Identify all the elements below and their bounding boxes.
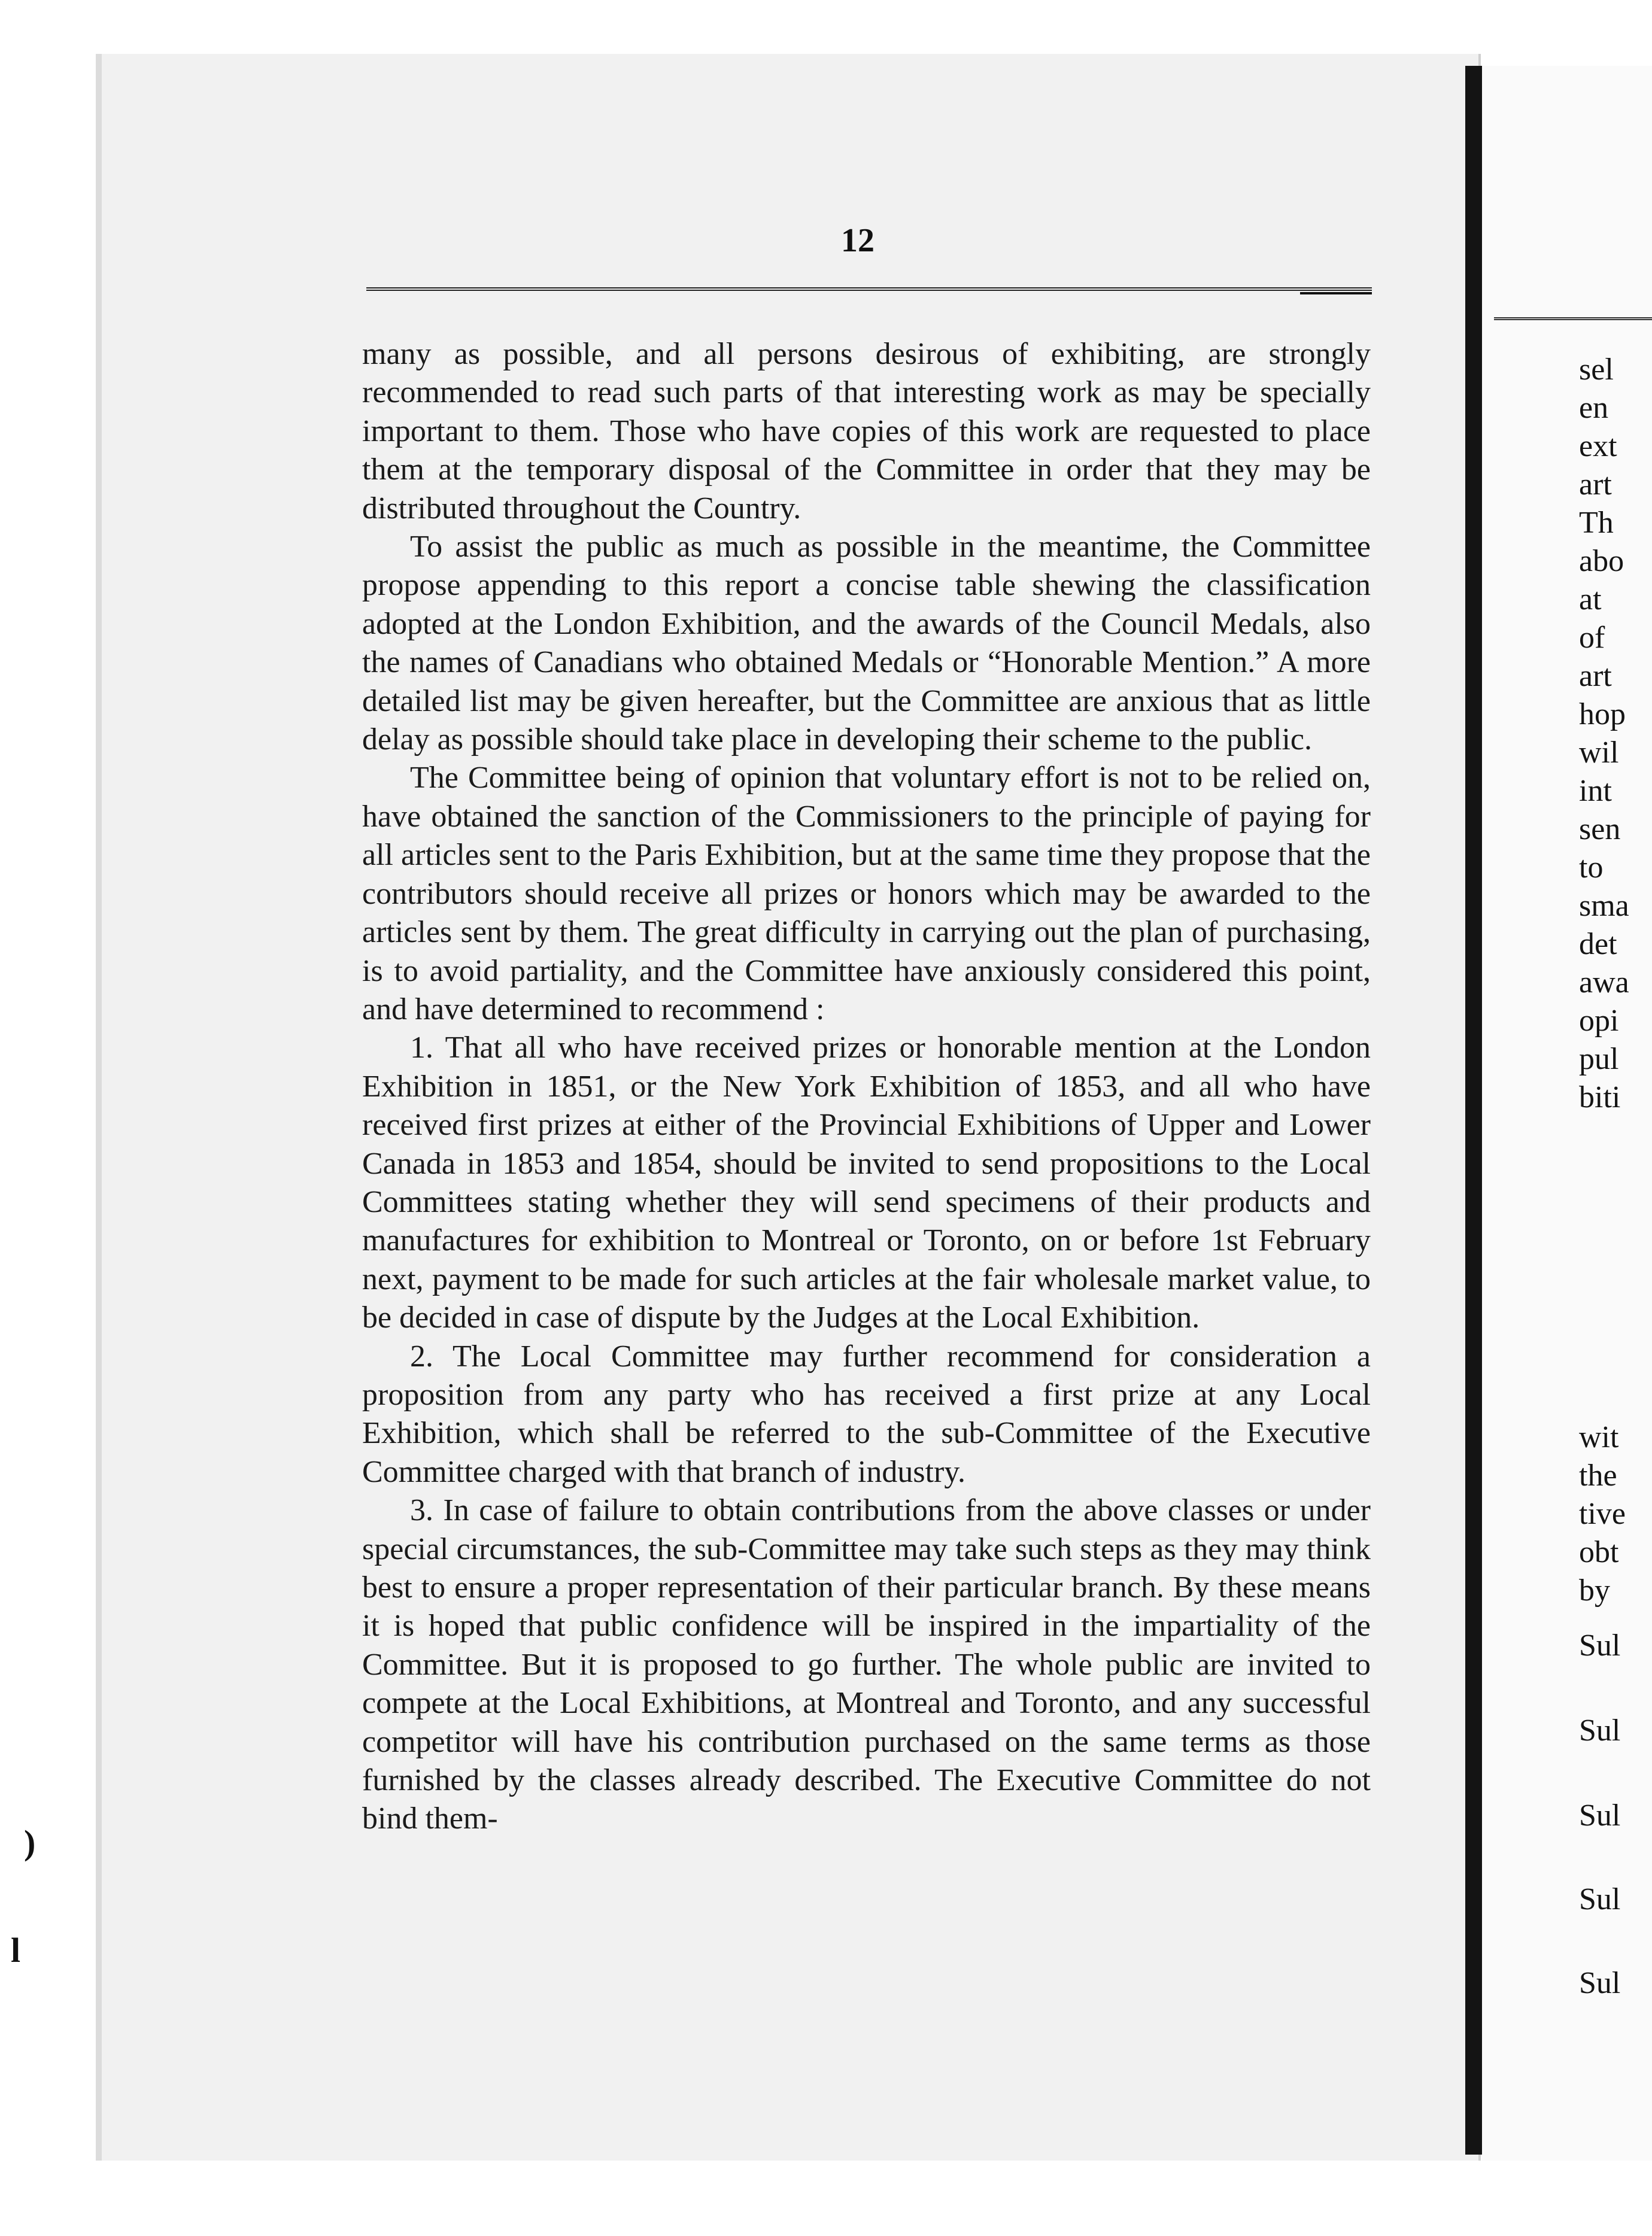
- paragraph-committee-opinion: The Committee being of opinion that voluntary effort is not to be relied on, have obtained the sanction of the Commissioners to the principle of paying for all articles sent to the Paris Exhibition, but at the same time they propose that the contributors should receive all prizes or honors which may be awarded to the articles sent by them. The great difficulty in carrying out the plan of purchasing, is to avoid partiality, and the Committee have anxiously considered this point, and have determined to recommend :: [362, 761, 1371, 1026]
- adjacent-line-fragment: wit: [1579, 1420, 1619, 1454]
- adjacent-line-fragment: det: [1579, 927, 1617, 961]
- adjacent-line-fragment: the: [1579, 1459, 1617, 1493]
- adjacent-line-fragment: by: [1579, 1573, 1610, 1608]
- adjacent-line-fragment: sel: [1579, 353, 1614, 387]
- adjacent-line-fragment: Sul: [1579, 1714, 1621, 1748]
- adjacent-page-fragment: [1482, 66, 1652, 2161]
- adjacent-line-fragment: Sul: [1579, 1966, 1621, 2000]
- list-item-3: 3. In case of failure to obtain contributions from the above classes or under special circumstances, the sub-Committee may take such steps as they may think best to ensure a proper representation of their particular branch. By these means it is hoped that public confidence will be inspired in the impartiality of the Committee. But it is proposed to go further. The whole public are invited to compete at the Local Exhibitions, at Montreal and Toronto, and any successful competitor will have his contribution purchased on the same terms as those furnished by the classes already described. The Executive Committee do not bind them-: [362, 1493, 1371, 1836]
- adjacent-line-fragment: opi: [1579, 1004, 1619, 1038]
- adjacent-line-fragment: of: [1579, 621, 1605, 655]
- adjacent-line-fragment: sma: [1579, 889, 1629, 923]
- scan-speck-mark: ): [24, 1823, 36, 1862]
- paragraph-continuation: many as possible, and all persons desirous of exhibiting, are strongly recommended to read such parts of that interesting work as may be specially important to them. Those who have copies of this work are requested to place them at the temporary disposal of the Committee in order that they may be distributed throughout the Country.: [362, 337, 1371, 525]
- scan-speck-mark: l: [11, 1931, 21, 1970]
- adjacent-line-fragment: art: [1579, 467, 1612, 502]
- list-item-2: 2. The Local Committee may further recommend for consideration a proposition from any party who has received a first prize at any Local Exhibition, which shall be referred to the sub-Committee of the Executive Committee charged with that branch of industry.: [362, 1339, 1371, 1489]
- header-rule: [366, 287, 1372, 291]
- adjacent-header-rule: [1494, 317, 1652, 320]
- adjacent-line-fragment: Sul: [1579, 1798, 1621, 1833]
- list-item-1: 1. That all who have received prizes or honorable mention at the London Exhibition in 1851, or the New York Exhibition of 1853, and all who have received first prizes at either of the Provincial Exhibitions of Upper and Lower Canada in 1853 and 1854, should be invited to send propositions to the Local Committees stating whether they will send specimens of their products and manufactures for exhibition to Montreal or Toronto, on or before 1st February next, payment to be made for such articles at the fair wholesale market value, to be decided in case of dispute by the Judges at the Local Exhibition.: [362, 1031, 1371, 1335]
- adjacent-line-fragment: obt: [1579, 1535, 1619, 1569]
- adjacent-line-fragment: biti: [1579, 1080, 1621, 1114]
- adjacent-line-fragment: at: [1579, 582, 1602, 616]
- adjacent-line-fragment: Sul: [1579, 1882, 1621, 1916]
- adjacent-line-fragment: abo: [1579, 544, 1624, 578]
- adjacent-line-fragment: awa: [1579, 965, 1629, 999]
- adjacent-line-fragment: pul: [1579, 1042, 1619, 1076]
- page-number: 12: [841, 222, 874, 259]
- adjacent-line-fragment: wil: [1579, 736, 1619, 770]
- adjacent-line-fragment: ext: [1579, 429, 1617, 463]
- adjacent-line-fragment: sen: [1579, 812, 1621, 846]
- adjacent-line-fragment: to: [1579, 850, 1604, 885]
- adjacent-line-fragment: hop: [1579, 697, 1626, 731]
- page-body-text: [362, 335, 1371, 1839]
- adjacent-line-fragment: Th: [1579, 506, 1614, 540]
- book-spine-shadow: [1465, 66, 1482, 2155]
- adjacent-line-fragment: int: [1579, 774, 1612, 808]
- adjacent-line-fragment: Sul: [1579, 1629, 1621, 1663]
- paragraph-assist-public: To assist the public as much as possible in the meantime, the Committee propose appending to this report a concise table shewing the classification adopted at the London Exhibition, and the awards of the Council Medals, also the names of Canadians who obtained Medals or “Honorable Mention.” A more detailed list may be given hereafter, but the Committee are anxious that as little delay as possible should take place in developing their scheme to the public.: [362, 530, 1371, 757]
- adjacent-line-fragment: en: [1579, 391, 1609, 425]
- adjacent-line-fragment: art: [1579, 659, 1612, 693]
- scan-margin-left: [0, 0, 90, 2236]
- adjacent-line-fragment: tive: [1579, 1497, 1626, 1531]
